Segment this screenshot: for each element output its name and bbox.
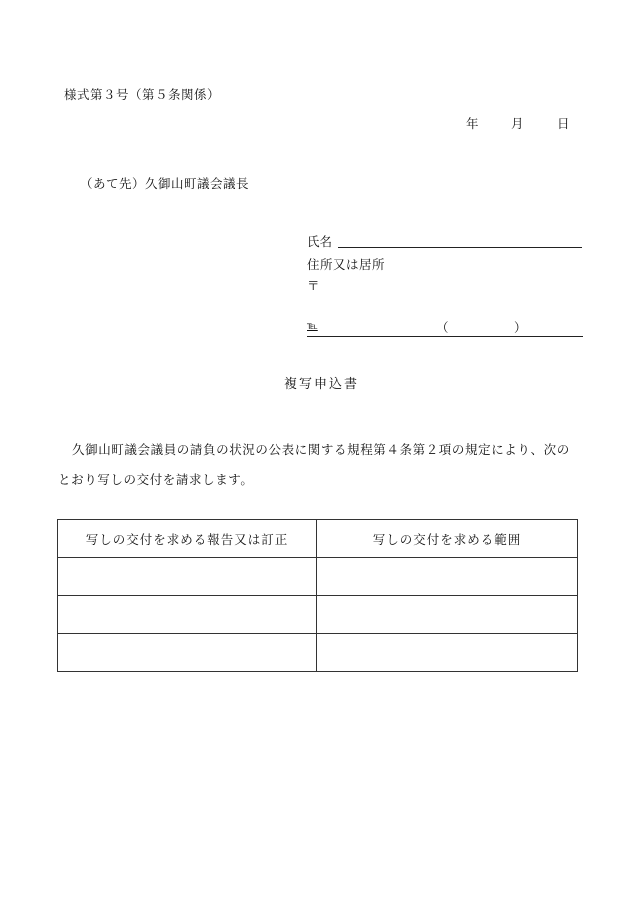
- address-label: 住所又は居所: [307, 257, 386, 272]
- body-text: 久御山町議会議員の請負の状況の公表に関する規程第４条第２項の規定により、次のとおり写しの交付を請求します。: [58, 442, 570, 487]
- table-cell-scope[interactable]: [317, 634, 578, 672]
- name-field-line[interactable]: [338, 247, 582, 248]
- tel-field-line[interactable]: [307, 336, 583, 337]
- date-month-label: 月: [511, 116, 524, 131]
- tel-label: ℡: [307, 321, 318, 332]
- table-cell-report[interactable]: [58, 558, 317, 596]
- table-row: [58, 596, 578, 634]
- form-number: 様式第３号（第５条関係）: [64, 87, 221, 102]
- document-title: 複写申込書: [284, 377, 360, 392]
- header-scope: 写しの交付を求める範囲: [317, 520, 578, 558]
- header-report-or-correction: 写しの交付を求める報告又は訂正: [58, 520, 317, 558]
- table-cell-report[interactable]: [58, 634, 317, 672]
- table-row: [58, 634, 578, 672]
- table-cell-scope[interactable]: [317, 596, 578, 634]
- table-header-row: [58, 520, 578, 558]
- name-label: 氏名: [307, 234, 333, 249]
- table-row: [58, 558, 578, 596]
- table-cell-scope[interactable]: [317, 558, 578, 596]
- request-table: [57, 519, 578, 672]
- date-year-label: 年: [466, 116, 479, 131]
- tel-paren-close: ）: [514, 320, 527, 335]
- addressee: （あて先）久御山町議会議長: [80, 176, 250, 191]
- postal-mark: 〒: [307, 278, 320, 293]
- table-cell-report[interactable]: [58, 596, 317, 634]
- date-day-label: 日: [557, 116, 570, 131]
- tel-paren-open: （: [436, 320, 449, 335]
